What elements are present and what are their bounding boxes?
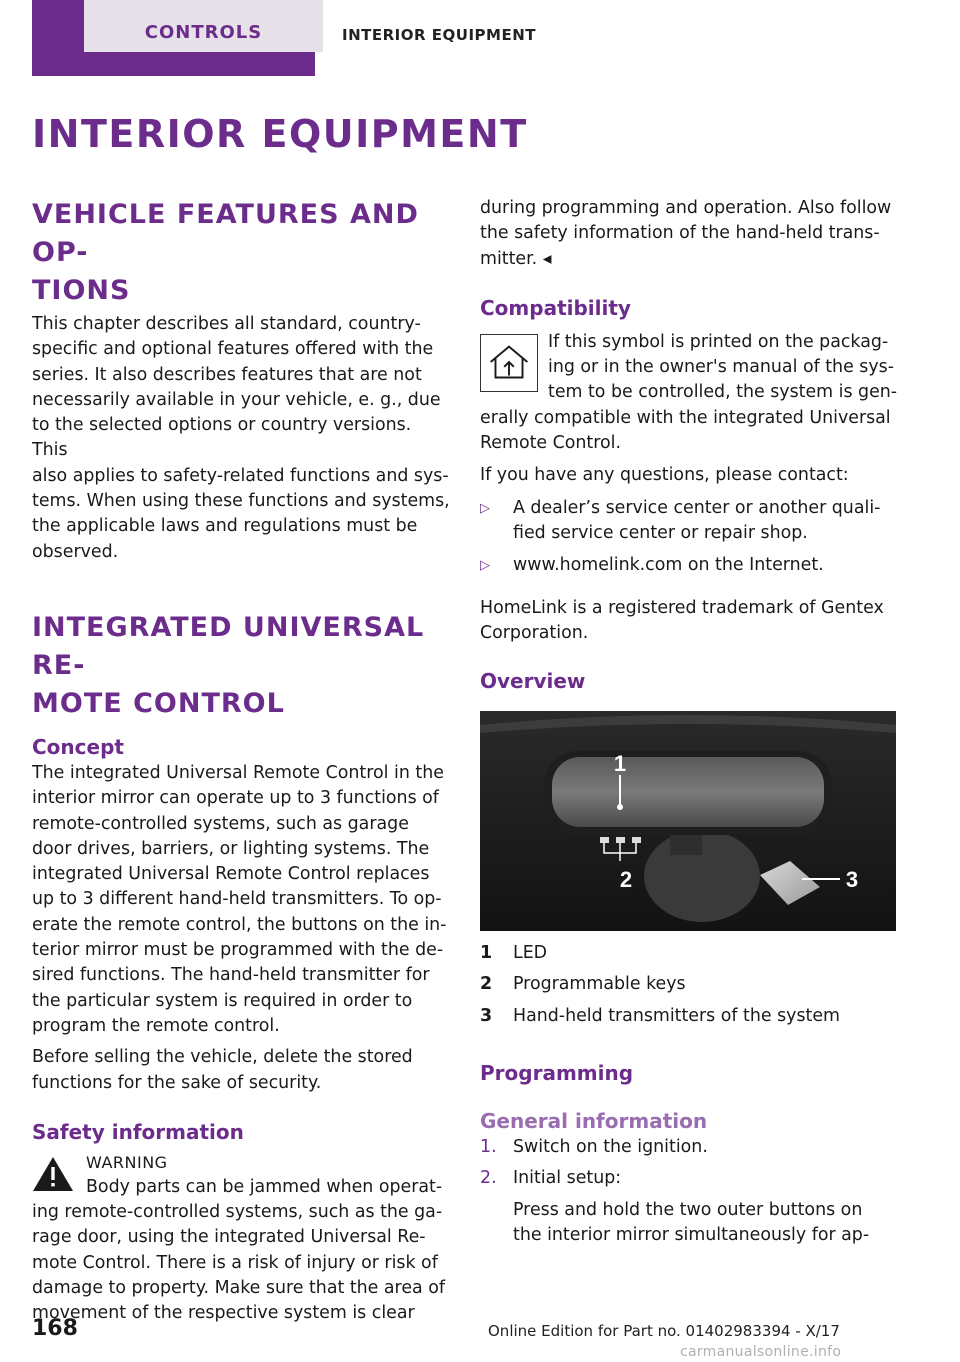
text-line: program the remote control. xyxy=(32,1015,280,1036)
text-line: integrated Universal Remote Control replaces xyxy=(32,864,430,885)
header-tab xyxy=(32,0,315,76)
text-line: ing remote-controlled systems, such as the ga- xyxy=(32,1202,443,1223)
callout-3: 3 xyxy=(845,867,859,893)
legend-label: LED xyxy=(513,943,548,964)
step-text: Initial setup: xyxy=(513,1168,622,1189)
text-line: mitter. ◂ xyxy=(480,248,552,269)
text-line: interior mirror can operate up to 3 functions of xyxy=(32,788,439,809)
text-line: necessarily available in your vehicle, e. g., due xyxy=(32,389,441,410)
text-line: functions for the sake of security. xyxy=(32,1072,322,1093)
left-column xyxy=(32,196,450,1327)
text-line: ing or in the owner's manual of the sys- xyxy=(548,357,894,378)
overview-heading: Overview xyxy=(480,669,586,694)
text-line: movement of the respective system is clear xyxy=(32,1303,415,1324)
text-line: during programming and operation. Also follow xyxy=(480,198,892,218)
mirror-photo xyxy=(480,711,896,931)
homelink-house-icon xyxy=(480,334,538,392)
legend-number: 2 xyxy=(480,974,493,995)
homelink-link[interactable]: www.homelink.com on the Internet. xyxy=(513,555,824,576)
step-text: Switch on the ignition. xyxy=(513,1137,708,1158)
header-tab-label: CONTROLS xyxy=(84,0,323,52)
text-line: up to 3 different hand-held transmitters. To op- xyxy=(32,889,442,910)
text-line: tems. When using these functions and systems, xyxy=(32,491,450,512)
general-information-heading: General information xyxy=(480,1109,708,1134)
text-line: sired functions. The hand-held transmitter for xyxy=(32,965,430,986)
text-line: tem to be controlled, the system is gen- xyxy=(548,382,898,403)
step-2-detail xyxy=(480,1198,898,1249)
text-line: Body parts can be jammed when operat- xyxy=(86,1176,443,1197)
text-line: rage door, using the integrated Universal Re- xyxy=(32,1227,426,1248)
text-line: the interior mirror simultaneously for ap- xyxy=(513,1224,870,1245)
legend-item xyxy=(480,941,898,966)
text-line: HomeLink is a registered trademark of Gentex xyxy=(480,597,884,618)
warning-box xyxy=(32,1150,450,1327)
list-item xyxy=(480,553,898,578)
vehicle-features-heading-line: VEHICLE FEATURES AND OP- xyxy=(32,199,419,268)
text-line: erate the remote control, the buttons on the in- xyxy=(32,914,447,935)
bullet-triangle-icon: ▷ xyxy=(480,558,490,574)
programming-heading: Programming xyxy=(480,1061,634,1086)
text-line: also applies to safety-related functions and sys- xyxy=(32,465,449,486)
right-column xyxy=(480,196,898,1248)
concept-heading: Concept xyxy=(32,734,124,759)
step-number: 1. xyxy=(480,1137,497,1158)
watermark: carmanualsonline.info xyxy=(680,1344,842,1360)
text-line: series. It also describes features that are not xyxy=(32,364,422,385)
text-line: Corporation. xyxy=(480,622,589,643)
legend-number: 3 xyxy=(480,1005,493,1026)
iurc-heading xyxy=(32,609,450,723)
chapter-title: INTERIOR EQUIPMENT xyxy=(32,112,528,156)
step-item xyxy=(480,1166,898,1191)
safety-heading: Safety information xyxy=(32,1119,244,1144)
text-line: damage to property. Make sure that the area of xyxy=(32,1278,445,1299)
step-number: 2. xyxy=(480,1168,497,1189)
text-line: specific and optional features offered with the xyxy=(32,339,434,360)
legend-item xyxy=(480,972,898,997)
text-line: terior mirror must be programmed with the de- xyxy=(32,940,444,961)
legend-label: Programmable keys xyxy=(513,974,686,995)
legend-label: Hand-held transmitters of the system xyxy=(513,1005,840,1026)
text-line: erally compatible with the integrated Universal xyxy=(480,407,891,428)
warning-label: WARNING xyxy=(86,1152,168,1172)
header-section-label: INTERIOR EQUIPMENT xyxy=(342,26,536,44)
text-line: fied service center or repair shop. xyxy=(513,522,808,543)
text-line: A dealer’s service center or another quali- xyxy=(513,497,881,518)
edition-text: Online Edition for Part no. 01402983394 - X/17 xyxy=(488,1322,840,1340)
text-line: mote Control. There is a risk of injury or risk of xyxy=(32,1252,438,1273)
compatibility-block xyxy=(480,330,898,456)
vehicle-features-heading xyxy=(32,196,450,310)
legend-item xyxy=(480,1004,898,1029)
text-line: to the selected options or country versions. This xyxy=(32,415,412,461)
trademark-text xyxy=(480,596,898,647)
text-line: the particular system is required in order to xyxy=(32,990,413,1011)
text-line: door drives, barriers, or lighting systems. The xyxy=(32,838,430,859)
compatibility-heading: Compatibility xyxy=(480,295,631,320)
mirror-illustration xyxy=(480,711,896,931)
text-line: observed. xyxy=(32,541,119,562)
text-line: Before selling the vehicle, delete the stored xyxy=(32,1047,413,1068)
concept-text xyxy=(32,761,450,1039)
text-line: Press and hold the two outer buttons on xyxy=(513,1199,863,1220)
text-line: the applicable laws and regulations must be xyxy=(32,516,418,537)
callout-2: 2 xyxy=(619,867,633,893)
callout-1: 1 xyxy=(613,751,627,777)
text-line: remote-controlled systems, such as garage xyxy=(32,813,409,834)
text-line: This chapter describes all standard, country- xyxy=(32,314,421,334)
iurc-heading-line: INTEGRATED UNIVERSAL RE- xyxy=(32,611,425,681)
text-line: the safety information of the hand-held trans- xyxy=(480,223,880,244)
vehicle-features-heading-line: TIONS xyxy=(32,275,131,306)
step-item xyxy=(480,1135,898,1160)
legend-number: 1 xyxy=(480,943,493,964)
text-line: If this symbol is printed on the packag- xyxy=(548,331,889,352)
vehicle-features-text xyxy=(32,312,450,565)
warning-triangle-icon xyxy=(32,1156,74,1192)
continued-warning-text xyxy=(480,196,898,272)
iurc-heading-line: MOTE CONTROL xyxy=(32,687,285,719)
text-line: The integrated Universal Remote Control in the xyxy=(32,762,444,783)
concept-text-2 xyxy=(32,1045,450,1096)
text-line: Remote Control. xyxy=(480,433,622,454)
page-number: 168 xyxy=(32,1316,78,1341)
contact-intro: If you have any questions, please contact: xyxy=(480,465,849,486)
bullet-triangle-icon: ▷ xyxy=(480,500,490,516)
list-item xyxy=(480,496,898,547)
